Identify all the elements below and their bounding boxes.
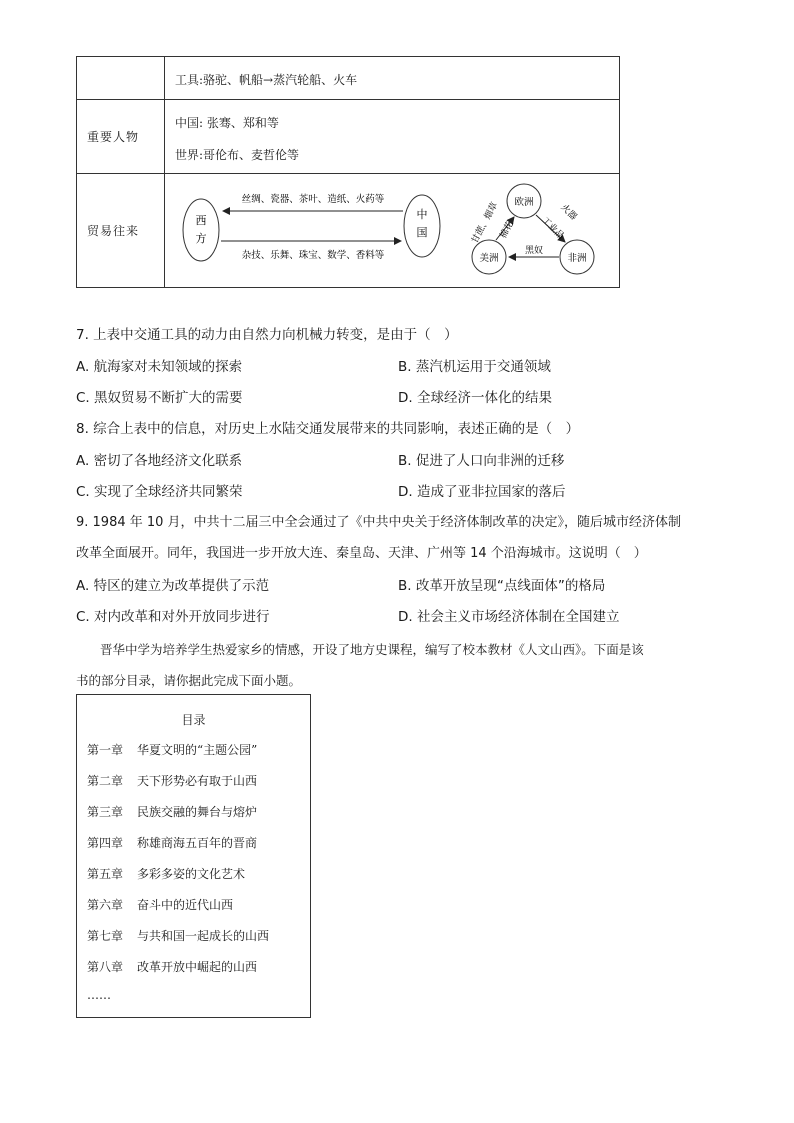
table-row-people [77, 100, 619, 174]
intro-line-2: 书的部分目录，请你据此完成下面小题。 [76, 673, 302, 688]
europe-africa-label-1: 火器 [558, 202, 579, 223]
west-label-char1: 西 [195, 214, 207, 227]
q9-option-d[interactable]: D. 社会主义市场经济体制在全国建立 [398, 609, 620, 625]
china-label-char1: 中 [416, 208, 428, 221]
table-of-contents [76, 694, 311, 1018]
transport-tools-text: 工具:骆驼、帆船→蒸汽轮船、火车 [175, 73, 358, 87]
top-goods-label: 丝绸、瓷器、茶叶、造纸、火药等 [241, 194, 385, 205]
africa-label: 非洲 [567, 253, 587, 264]
chapter-number: 第六章 [87, 898, 124, 912]
toc-chapter-8 [87, 958, 257, 975]
chapter-number: 第二章 [87, 774, 124, 788]
intro-line-1: 晋华中学为培养学生热爱家乡的情感，开设了地方史课程，编写了校本教材《人文山西》。下面是该 [100, 642, 644, 657]
q8-option-b[interactable]: B. 促进了人口向非洲的迁移 [398, 453, 565, 469]
chapter-title: 与共和国一起成长的山西 [137, 929, 270, 943]
q8-option-a[interactable]: A. 密切了各地经济文化联系 [76, 453, 243, 469]
table-row-transport [77, 57, 619, 100]
row-label-trade: 贸易往来 [77, 174, 165, 287]
q7-option-c[interactable]: C. 黑奴贸易不断扩大的需要 [76, 390, 243, 406]
chapter-number: 第三章 [87, 805, 124, 819]
question-8-stem: 8. 综合上表中的信息，对历史上水陆交通发展带来的共同影响，表述正确的是（ ） [76, 421, 580, 437]
chapter-number: 第一章 [87, 743, 124, 757]
chapter-title: 奋斗中的近代山西 [137, 898, 234, 912]
chapter-title: 称雄商海五百年的晋商 [137, 836, 258, 850]
west-label-char2: 方 [195, 232, 207, 245]
q8-option-c[interactable]: C. 实现了全球经济共同繁荣 [76, 484, 243, 500]
america-europe-label-1: 甘蔗、烟草 [470, 200, 501, 246]
toc-chapter-3 [87, 803, 257, 820]
toc-chapter-5 [87, 865, 245, 882]
row-label [77, 57, 165, 99]
q9-option-c[interactable]: C. 对内改革和对外开放同步进行 [76, 609, 270, 625]
toc-chapter-1 [87, 741, 257, 758]
table-row-trade [77, 174, 619, 287]
toc-chapter-7 [87, 927, 269, 944]
europe-label: 欧洲 [514, 197, 534, 208]
question-9-stem-line1: 9. 1984 年 10 月，中共十二届三中全会通过了《中共中央关于经济体制改革的决定》，随后城市经济体制 [76, 515, 682, 530]
chapter-title: 民族交融的舞台与熔炉 [137, 805, 258, 819]
people-china-text: 中国: 张骞、郑和等 [175, 116, 279, 130]
chapter-number: 第五章 [87, 867, 124, 881]
trade-diagram [167, 174, 619, 287]
chapter-number: 第四章 [87, 836, 124, 850]
toc-chapter-6 [87, 896, 233, 913]
row-label-people: 重要人物 [77, 100, 165, 173]
chapter-number: 第七章 [87, 929, 124, 943]
q9-option-a[interactable]: A. 特区的建立为改革提供了示范 [76, 578, 270, 594]
toc-chapter-4 [87, 834, 257, 851]
chapter-title: 改革开放中崛起的山西 [137, 960, 258, 974]
west-oval [183, 199, 219, 261]
q8-option-d[interactable]: D. 造成了亚非拉国家的落后 [398, 484, 566, 500]
america-europe-label-2: 棉花 [498, 219, 516, 241]
china-label-char2: 国 [416, 226, 428, 239]
history-table [76, 56, 620, 288]
people-world-text: 世界:哥伦布、麦哲伦等 [175, 148, 300, 162]
q7-option-d[interactable]: D. 全球经济一体化的结果 [398, 390, 552, 406]
america-label: 美洲 [479, 253, 499, 264]
africa-america-label: 黑奴 [524, 246, 544, 256]
chapter-title: 天下形势必有取于山西 [137, 774, 258, 788]
question-7-stem: 7. 上表中交通工具的动力由自然力向机械力转变，是由于（ ） [76, 327, 458, 343]
bottom-goods-label: 杂技、乐舞、珠宝、数学、香料等 [241, 250, 385, 261]
question-9-stem-line2: 改革全面展开。同年，我国进一步开放大连、秦皇岛、天津、广州等 14 个沿海城市。这说明（ ） [76, 546, 647, 561]
toc-title: 目录 [181, 713, 206, 727]
europe-africa-label-2: 工业品 [539, 215, 566, 242]
chapter-title: 华夏文明的“主题公园” [137, 743, 258, 757]
chapter-title: 多彩多姿的文化艺术 [137, 867, 246, 881]
toc-ellipsis: …… [87, 988, 111, 1002]
q7-option-a[interactable]: A. 航海家对未知领域的探索 [76, 359, 243, 375]
chapter-number: 第八章 [87, 960, 124, 974]
toc-chapter-2 [87, 772, 257, 789]
q9-option-b[interactable]: B. 改革开放呈现“点线面体”的格局 [398, 578, 606, 594]
q7-option-b[interactable]: B. 蒸汽机运用于交通领域 [398, 359, 551, 375]
